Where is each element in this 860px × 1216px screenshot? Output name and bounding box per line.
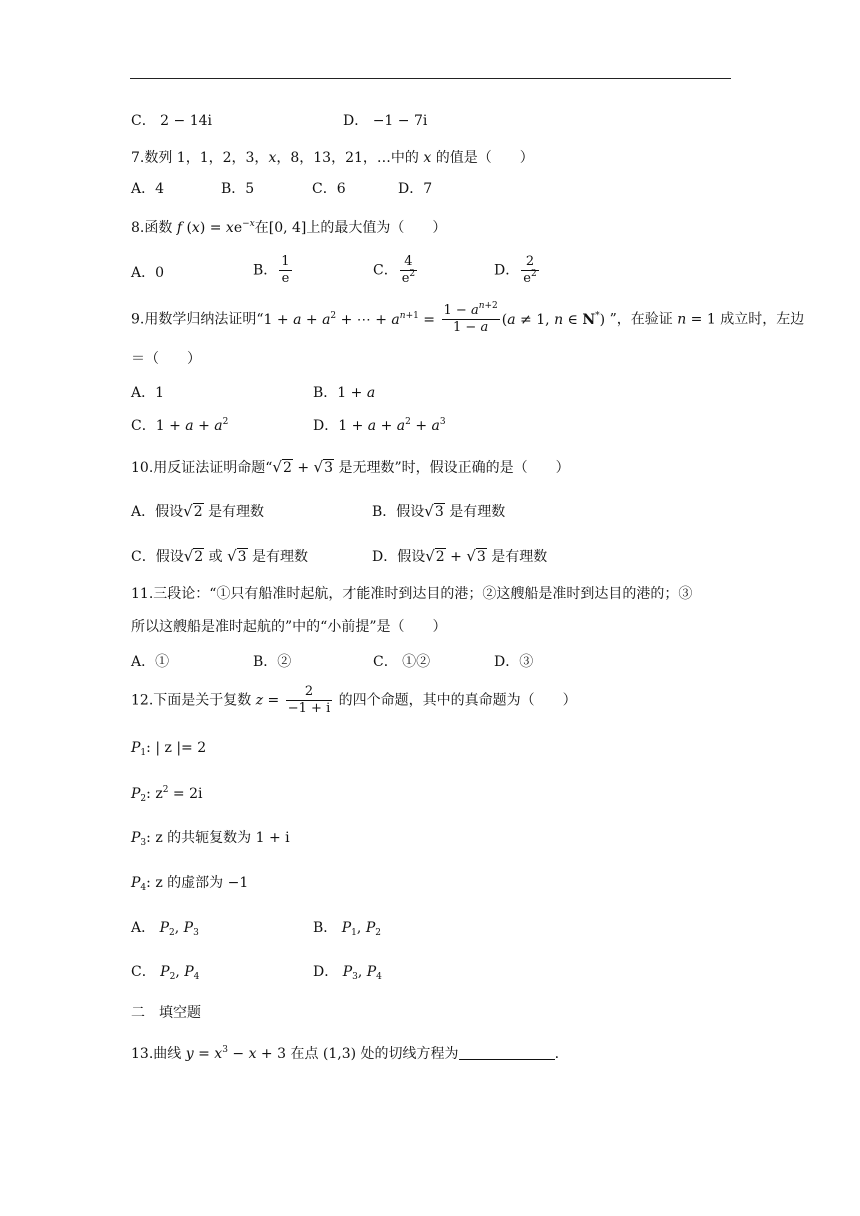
q10-option-b: B．假设√3 是有理数 xyxy=(372,502,506,520)
q11-option-b: B．② xyxy=(253,654,292,670)
q12-proposition-2: $P_2$: $z^2 = 2i$ xyxy=(131,785,203,804)
q12-option-b: B． $P_1$, $P_2$ xyxy=(313,920,381,938)
q7-stem: 7.数列 1，1，2，3，x，8，13，21，…中的 x 的值是（ ） xyxy=(131,150,534,166)
q8-option-c: C． $\frac{4}{e^2}$ xyxy=(373,254,416,286)
q11-option-d: D．③ xyxy=(494,654,534,670)
q11-option-c: C． ①② xyxy=(373,654,431,670)
q9-stem-line2: ＝（ ） xyxy=(131,351,201,367)
q12-option-c: C． $P_2$, $P_4$ xyxy=(131,964,200,982)
q13-stem: 13.曲线 $y = x^3 - x + 3$ 在点 (1,3) 处的切线方程为 . xyxy=(131,1045,560,1062)
q11-stem-line1: 11.三段论：“①只有船准时起航，才能准时到达目的港；②这艘船是准时到达目的港的；③ xyxy=(131,586,693,602)
header-rule xyxy=(130,78,731,79)
q11-option-a: A．① xyxy=(131,654,170,670)
q8-option-a: A．0 xyxy=(131,265,165,281)
q10-option-a: A．假设√2 是有理数 xyxy=(131,502,265,520)
q8-stem: 8.函数 f $(x) = xe^{-x}$在[0, 4]上的最大值为（ ） xyxy=(131,219,447,236)
q6-option-c: C． 2 − 14i xyxy=(131,113,213,129)
q9-stem: 9.用数学归纳法证明“$1 + a + a^2$ + ⋯ + $a^{n+1}$ = $\frac{1 - a^{n+2}}{1 - a}$ (a ≠ 1, n ∈ N*) ”，在验证 n = 1 成立时，左边 xyxy=(131,301,805,335)
q11-stem-line2: 所以这艘船是准时起航的”中的“小前提”是（ ） xyxy=(131,619,447,635)
q12-option-d: D． $P_3$, $P_4$ xyxy=(313,964,382,982)
q12-fraction: $\frac{2}{-1 + i}$ xyxy=(287,684,331,716)
q8-option-b: B． $\frac{1}{e}$ xyxy=(253,254,290,286)
q9-option-b: B．1 + a xyxy=(313,385,376,401)
q10-option-c: C．假设√2 或 √3 是有理数 xyxy=(131,547,309,565)
q9-option-c: C．$1 + a + a^2$ xyxy=(131,417,229,434)
q12-stem: 12.下面是关于复数 z = $\frac{2}{-1 + i}$ 的四个命题，其中的真命题为（ ） xyxy=(131,684,577,716)
q12-proposition-4: $P_4$: z 的虚部为 −1 xyxy=(131,875,249,893)
q13-answer-blank[interactable] xyxy=(459,1045,555,1060)
q12-proposition-3: $P_3$: z 的共轭复数为 1 + i xyxy=(131,830,290,848)
q6-option-d: D． −1 − 7i xyxy=(343,113,428,129)
q7-option-b: B．5 xyxy=(221,181,255,197)
section-heading-fill-in: 二 填空题 xyxy=(131,1005,201,1021)
q8-option-d: D． $\frac{2}{e^2}$ xyxy=(494,254,537,286)
q9-option-d: D．$1 + a + a^2 + a^3$ xyxy=(313,417,446,434)
q7-option-c: C．6 xyxy=(312,181,346,197)
q9-option-a: A．1 xyxy=(131,385,165,401)
q12-option-a: A． $P_2$, $P_3$ xyxy=(131,920,199,938)
q7-option-a: A．4 xyxy=(131,181,165,197)
q12-proposition-1: $P_1$: | z |= 2 xyxy=(131,740,207,758)
q6-options xyxy=(131,111,212,131)
q10-option-d: D．假设√2 + √3 是有理数 xyxy=(372,547,548,565)
q10-stem: 10.用反证法证明命题“√2 + √3 是无理数”时，假设正确的是（ ） xyxy=(131,458,570,476)
q7-option-d: D．7 xyxy=(398,181,433,197)
q9-fraction: $\frac{1 - a^{n+2}}{1 - a}$ xyxy=(443,301,498,335)
